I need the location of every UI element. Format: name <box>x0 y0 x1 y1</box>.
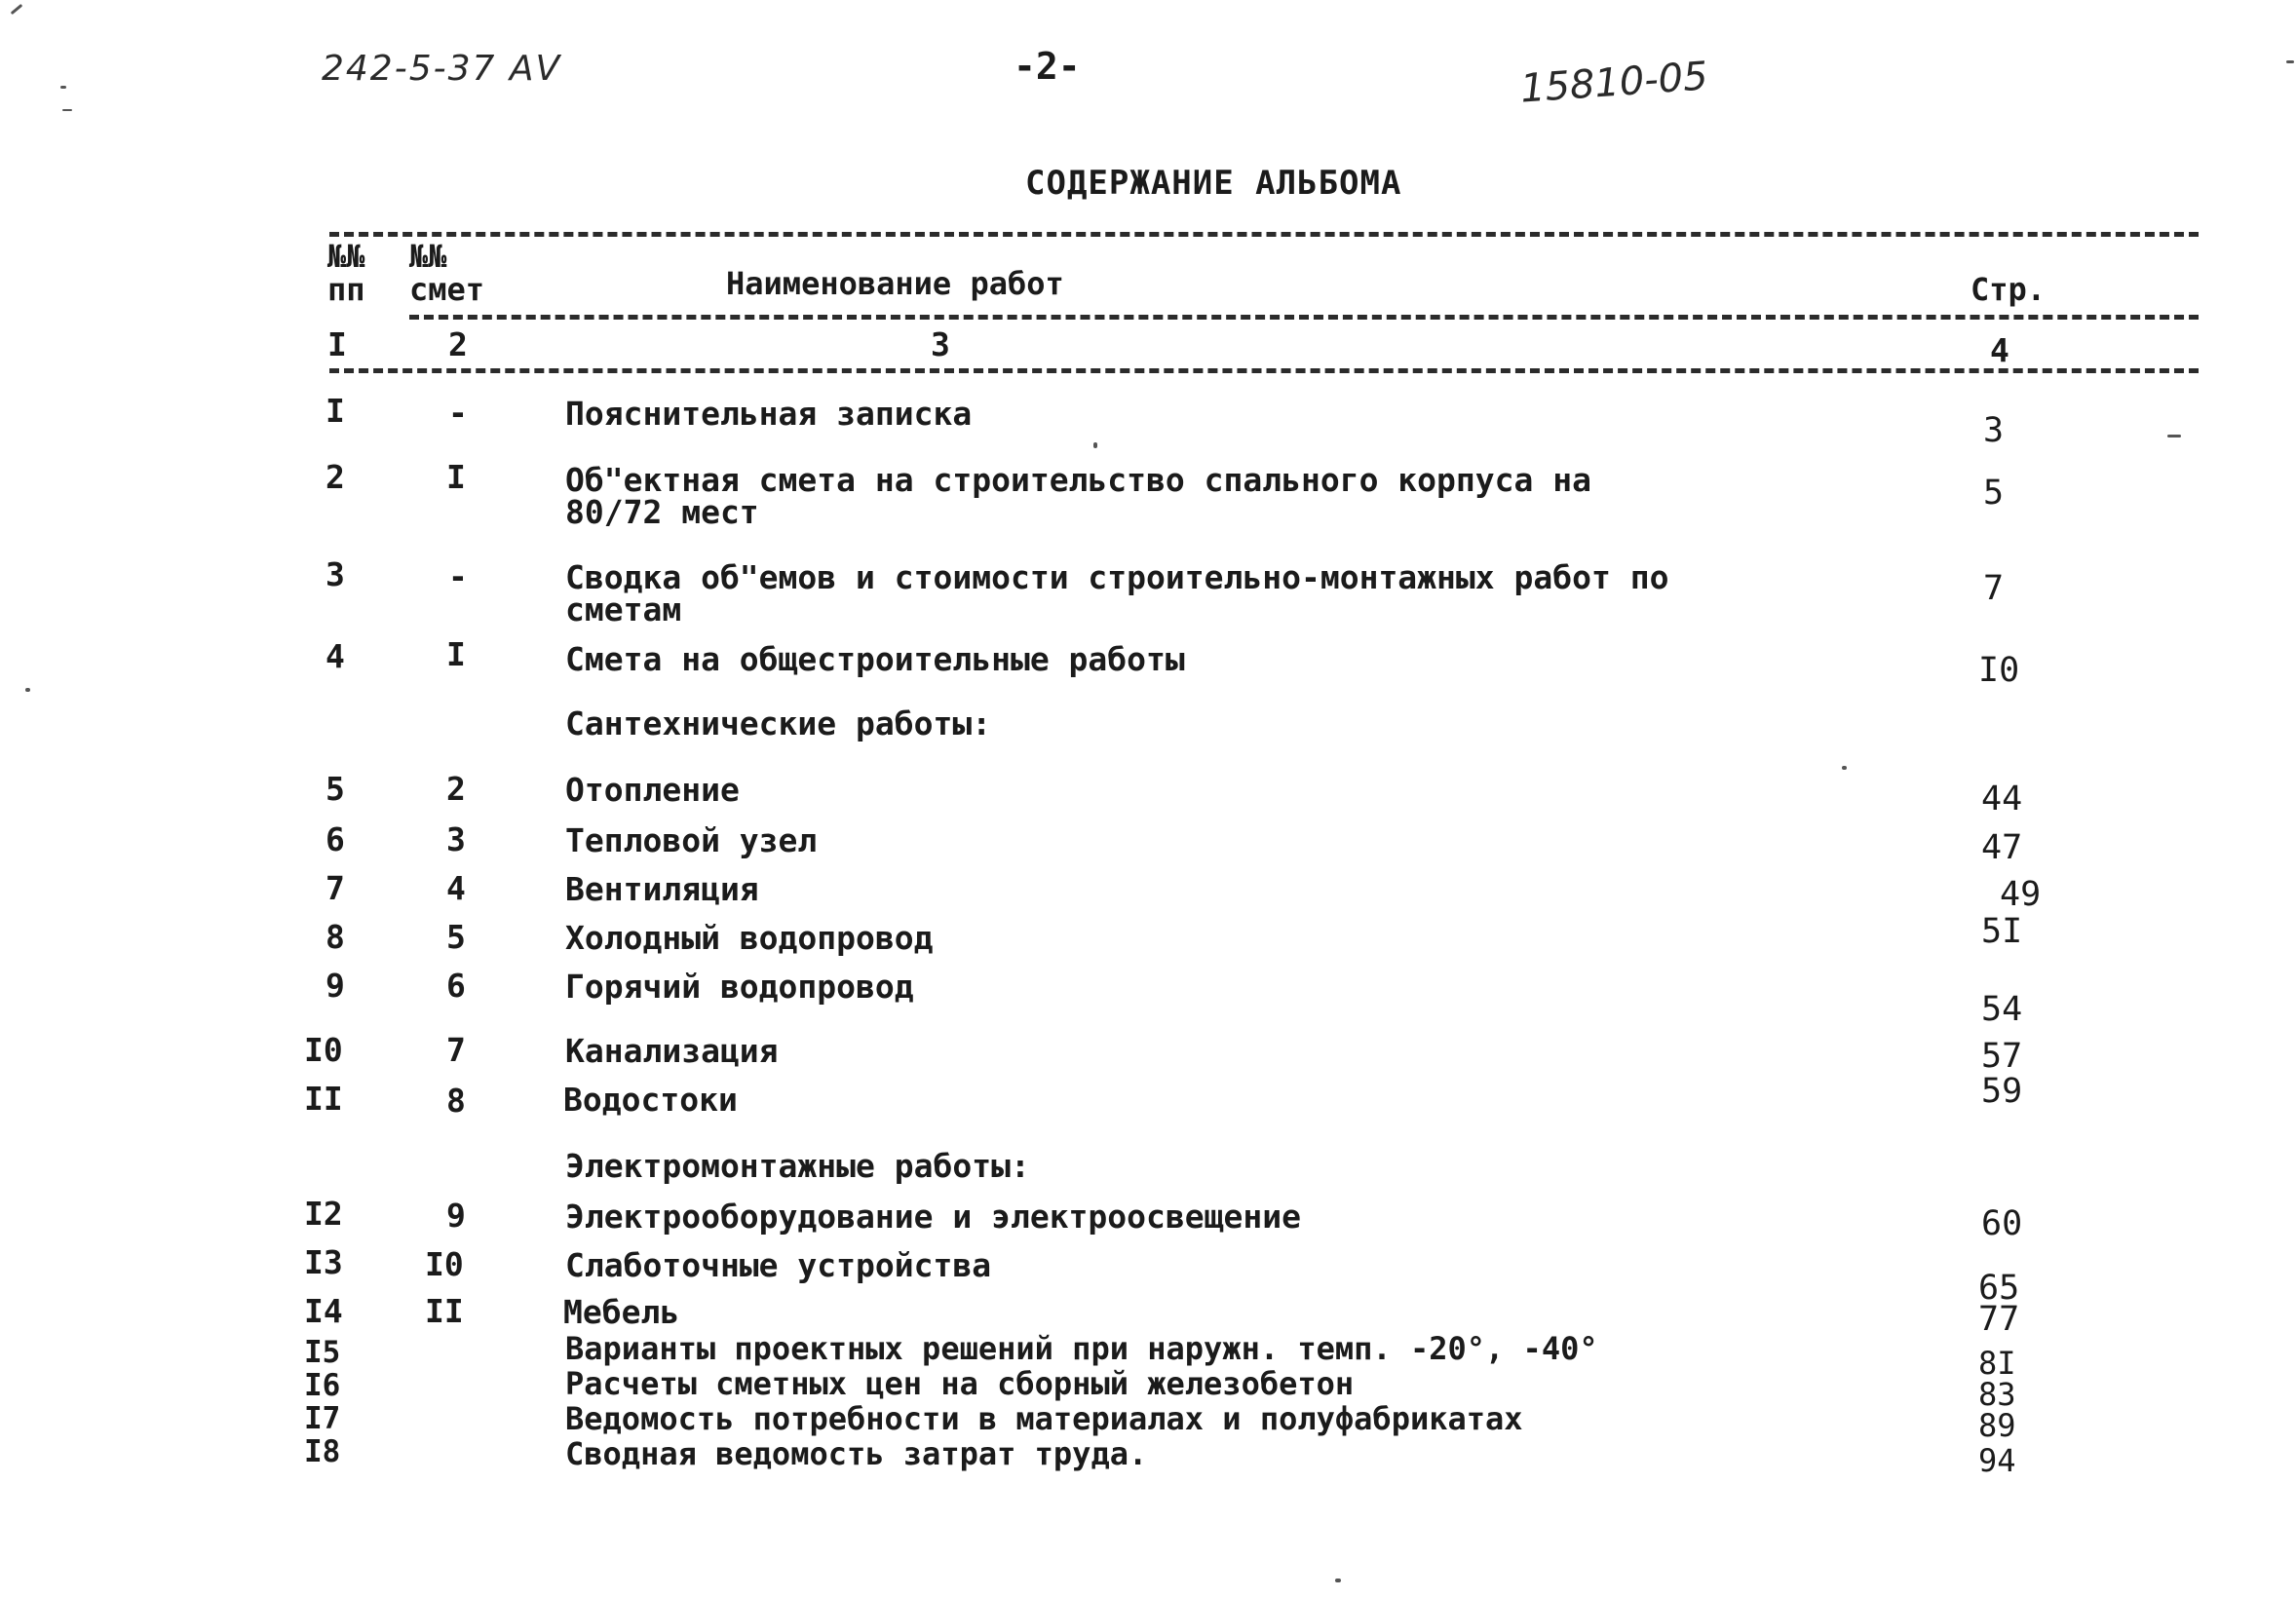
row-pp: 8 <box>325 918 345 956</box>
row-name: Сводка об"емов и стоимости строительно-монтажных работ по сметам <box>565 558 1669 628</box>
row-page: 94 <box>1978 1442 2016 1479</box>
row-page: 49 <box>2000 875 2042 914</box>
header-no-smet: №№ смет <box>409 238 485 308</box>
column-number-2: 2 <box>448 325 468 363</box>
row-smeta: - <box>448 557 468 595</box>
row-name: Тепловой узел <box>565 821 818 859</box>
row-pp: 7 <box>325 869 345 907</box>
row-pp: I3 <box>304 1243 343 1281</box>
row-smeta: 6 <box>446 967 466 1005</box>
scan-speck <box>25 688 30 692</box>
scan-speck <box>1842 766 1847 770</box>
row-pp: I7 <box>304 1401 341 1436</box>
table-top-rule <box>329 232 2199 237</box>
row-page: 57 <box>1981 1037 2023 1076</box>
row-smeta: 9 <box>446 1197 466 1235</box>
header-no-pp: №№ пп <box>327 238 365 308</box>
page-number: -2- <box>1014 45 1081 88</box>
row-page: I0 <box>1978 651 2020 690</box>
row-smeta: 2 <box>446 770 466 808</box>
inventory-number: 15810-05 <box>1518 54 1709 112</box>
row-name: Пояснительная записка <box>565 395 973 433</box>
row-page: 59 <box>1981 1072 2023 1111</box>
row-name: Канализация <box>565 1032 779 1070</box>
row-pp: I5 <box>304 1335 341 1370</box>
row-name: Сводная ведомость затрат труда. <box>565 1435 1148 1472</box>
row-name: Об"ектная смета на строительство спального корпуса на 80/72 мест <box>565 461 1591 531</box>
row-page: 8I <box>1978 1345 2016 1382</box>
row-smeta: 3 <box>446 820 466 858</box>
row-pp: I8 <box>304 1434 341 1469</box>
row-smeta: - <box>448 394 468 432</box>
scan-speck <box>62 109 72 111</box>
row-smeta: 8 <box>446 1082 466 1120</box>
section-heading: Электромонтажные работы: <box>565 1147 1030 1185</box>
column-number-4: 4 <box>1990 331 2009 369</box>
row-name: Варианты проектных решений при наружн. темп. -20°, -40° <box>565 1330 1598 1367</box>
scan-speck <box>60 86 66 89</box>
row-name: Горячий водопровод <box>565 968 914 1006</box>
row-smeta: 5 <box>446 918 466 956</box>
row-pp: II <box>304 1080 343 1118</box>
row-pp: I4 <box>304 1292 343 1330</box>
scan-speck <box>1335 1579 1341 1582</box>
row-pp: 5 <box>325 770 345 808</box>
row-smeta: I0 <box>425 1245 464 1283</box>
row-pp: 2 <box>325 458 345 496</box>
scan-speck <box>11 4 23 15</box>
column-number-1: I <box>327 325 347 363</box>
scan-speck <box>1093 442 1097 448</box>
header-page: Стр. <box>1971 271 2047 308</box>
row-name: Отопление <box>565 771 740 809</box>
row-name: Холодный водопровод <box>565 919 934 957</box>
row-pp: I <box>325 392 345 430</box>
row-page: 3 <box>1983 411 2005 450</box>
row-page: 44 <box>1981 780 2023 818</box>
row-page: 60 <box>1981 1204 2023 1243</box>
row-pp: 3 <box>325 555 345 593</box>
row-page: 47 <box>1981 828 2023 867</box>
row-page: 5 <box>1983 474 2005 513</box>
row-smeta: 4 <box>446 869 466 907</box>
scan-speck <box>2286 60 2294 63</box>
row-page: 5I <box>1981 912 2023 951</box>
row-page: 7 <box>1983 569 2005 608</box>
row-page: 65 <box>1978 1269 2020 1308</box>
row-name: Мебель <box>563 1293 680 1331</box>
column-numbers-rule <box>329 368 2199 373</box>
header-divider-rule <box>409 315 2199 320</box>
row-name: Электрооборудование и электроосвещение <box>565 1198 1301 1236</box>
row-pp: 4 <box>325 637 345 675</box>
row-pp: I6 <box>304 1368 341 1403</box>
row-pp: I0 <box>304 1031 343 1069</box>
row-smeta: I <box>446 635 466 673</box>
row-page: 54 <box>1981 990 2023 1029</box>
document-code: 242-5-37 АV <box>322 49 562 89</box>
row-pp: 6 <box>325 820 345 858</box>
row-page: 77 <box>1978 1300 2020 1339</box>
column-number-3: 3 <box>931 325 950 363</box>
row-name: Расчеты сметных цен на сборный железобетон <box>565 1365 1355 1402</box>
row-name: Водостоки <box>563 1081 738 1119</box>
section-heading: Сантехнические работы: <box>565 704 992 742</box>
row-smeta: II <box>425 1292 464 1330</box>
row-smeta: 7 <box>446 1031 466 1069</box>
row-name: Вентиляция <box>565 870 759 908</box>
row-smeta: I <box>446 458 466 496</box>
row-name: Смета на общестроительные работы <box>565 640 1185 678</box>
row-page: 83 <box>1978 1376 2016 1413</box>
row-name: Слаботочные устройства <box>565 1246 992 1284</box>
scan-speck <box>2167 435 2181 438</box>
row-pp: I2 <box>304 1195 343 1233</box>
row-name: Ведомость потребности в материалах и полуфабрикатах <box>565 1400 1523 1437</box>
row-pp: 9 <box>325 967 345 1005</box>
row-page: 89 <box>1978 1407 2016 1444</box>
page-title: СОДЕРЖАНИЕ АЛЬБОМА <box>1025 164 1402 203</box>
header-name: Наименование работ <box>726 265 1064 302</box>
